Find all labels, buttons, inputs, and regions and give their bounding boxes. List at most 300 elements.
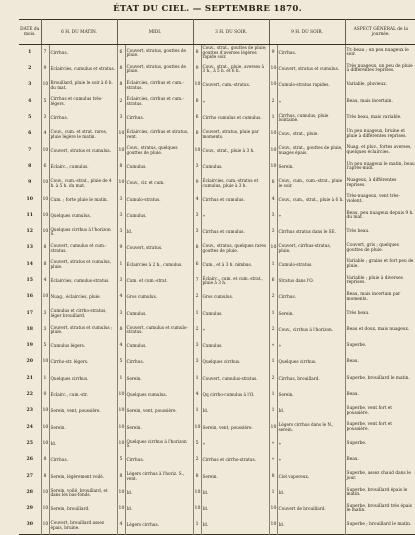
date-column-header: DATE du mois. <box>19 20 41 45</box>
aspect-description: Beau. <box>346 457 359 463</box>
three-pm-description: Cumulus. <box>201 338 269 354</box>
day-cell: 27 <box>19 469 41 485</box>
six-am-description: Quelques cirrhus à l'horizon S. <box>49 224 117 240</box>
six-am-description: Couv., cum. et strat. rares, pluie légère le matin. <box>49 126 117 142</box>
nine-pm-description: Quelques cirrhus. <box>277 355 345 371</box>
six-am-description: Serein, vent, poussière. <box>49 404 117 420</box>
six-am-cloud-value: 3 <box>41 322 49 338</box>
table-row <box>19 273 415 289</box>
six-am-cloud-value: 10 <box>41 175 49 191</box>
nine-pm-description: Couvert, cirrhus-stratus, pluie. <box>277 241 345 257</box>
nine-pm-cloud-value: 9 <box>269 45 277 62</box>
day-cell: 17 <box>19 306 41 322</box>
six-am-description: Cumulus et cirrho-stratus, léger brouillard. <box>49 306 117 322</box>
day-cell: 7 <box>19 143 41 159</box>
noon-cloud-value: 3 <box>117 224 125 240</box>
day-cell: 6 <box>19 126 41 142</box>
nine-pm-cloud-value: 10 <box>269 241 277 257</box>
noon-description: Cirrhus. <box>125 110 193 126</box>
noon-cloud-value: 5 <box>117 452 125 468</box>
day-cell: 12 <box>19 224 41 240</box>
noon-cloud-value: 1 <box>117 257 125 273</box>
aspect-description: Beau. <box>346 359 359 365</box>
table-row <box>19 208 415 224</box>
aspect-description: Beau, peu nuageux depuis 9 h. du mat. <box>346 210 414 221</box>
day-cell: 9 <box>19 175 41 191</box>
noon-cloud-value: 5 <box>117 355 125 371</box>
nine-pm-description: » <box>277 436 345 452</box>
noon-cloud-value: 9 <box>117 241 125 257</box>
three-pm-description: Couv., strat., pluie à 3 h. <box>201 143 269 159</box>
nine-pm-cloud-value: 1 <box>269 257 277 273</box>
day-cell: 19 <box>19 338 41 354</box>
table-row <box>19 45 415 62</box>
nine-pm-cloud-value: 1 <box>269 387 277 403</box>
noon-cloud-value: 10 <box>117 501 125 517</box>
nine-pm-cloud-value: 6 <box>269 273 277 289</box>
sky-state-table <box>19 19 415 535</box>
aspect-description: Beau et doux, mais nuageux. <box>346 326 410 332</box>
noon-cloud-value: 10 <box>117 436 125 452</box>
table-row <box>19 485 415 501</box>
nine-pm-description: Légers cirrhus dans le N., serein. <box>277 420 345 436</box>
six-am-cloud-value: 10 <box>41 192 49 208</box>
three-pm-cloud-value: 1 <box>193 371 201 387</box>
nine-pm-description: Cumulo-stratus. <box>277 257 345 273</box>
day-cell: 29 <box>19 501 41 517</box>
aspect-description: Superbe ; brouillard le matin. <box>346 522 412 528</box>
nine-pm-cloud-value: » <box>269 452 277 468</box>
day-cell: 2 <box>19 61 41 77</box>
three-pm-cloud-value: 9 <box>193 175 201 191</box>
noon-description: Éclaircies, cirrhus et cum.-stratus. <box>125 94 193 110</box>
nine-pm-cloud-value: » <box>269 436 277 452</box>
six-am-cloud-value: 0 <box>41 387 49 403</box>
three-pm-cloud-value: 3 <box>193 208 201 224</box>
table-row <box>19 420 415 436</box>
noon-description: Couv., cir. et cum. <box>125 175 193 191</box>
three-pm-description: Cirrhus et cirrho-stratus. <box>201 452 269 468</box>
nine-pm-description: Stratus dans l'O. <box>277 273 345 289</box>
three-pm-description: Cumulus. <box>201 306 269 322</box>
three-pm-description: » <box>201 208 269 224</box>
nine-pm-cloud-value: 3 <box>269 224 277 240</box>
noon-description: Quelques cirrhus à l'horizon S. <box>125 436 193 452</box>
table-row <box>19 78 415 94</box>
six-am-cloud-value: 10 <box>41 355 49 371</box>
noon-cloud-value: 4 <box>117 289 125 305</box>
noon-description: Couvert, cumulus et cumulo-stratus. <box>125 322 193 338</box>
aspect-description: Un peu nuageux le matin, beau l'après-midi. <box>346 161 415 172</box>
nine-pm-cloud-value: 2 <box>269 322 277 338</box>
nine-pm-cloud-value: 10 <box>269 159 277 175</box>
nine-pm-cloud-value: » <box>269 338 277 354</box>
nine-pm-cloud-value: 10 <box>269 420 277 436</box>
nine-pm-cloud-value: 4 <box>269 192 277 208</box>
aspect-description: Superbe, assez chaud dans le jour. <box>346 471 411 481</box>
nine-pm-cloud-value: 1 <box>269 404 277 420</box>
noon-cloud-value: 4 <box>117 338 125 354</box>
three-pm-description: » <box>201 322 269 338</box>
day-cell: 5 <box>19 110 41 126</box>
six-am-description: Couvert, cumulus et cum.-stratus. <box>49 241 117 257</box>
three-pm-description: » <box>201 94 269 110</box>
aspect-description: Superbe, brouillard le matin. <box>346 375 410 381</box>
three-pm-cloud-value: 10 <box>193 143 201 159</box>
three-pm-cloud-value: 10 <box>193 485 201 501</box>
noon-description: Éclaircies à 2 h., cumulus. <box>125 257 193 273</box>
three-pm-description: Cirrhus et cumulus. <box>201 224 269 240</box>
aspect-description: Un peu nuageux, bruine et pluie à différentes reprises. <box>346 129 407 139</box>
nine-pm-description: Id. <box>277 518 345 535</box>
three-pm-column-header: 3 H. DU SOIR. <box>193 20 269 45</box>
day-cell: 24 <box>19 420 41 436</box>
noon-description: Éclaircies, cirrhus et cum.-stratus. <box>125 78 193 94</box>
noon-description: Id. <box>125 501 193 517</box>
nine-pm-cloud-value: 10 <box>269 61 277 77</box>
six-am-cloud-value: 6 <box>41 159 49 175</box>
six-am-description: Id. <box>49 436 117 452</box>
table-row <box>19 518 415 535</box>
noon-cloud-value: 10 <box>117 485 125 501</box>
nine-pm-cloud-value: 10 <box>269 78 277 94</box>
three-pm-description: Id. <box>201 518 269 535</box>
three-pm-description: Quelques cirrhus. <box>201 355 269 371</box>
six-am-cloud-value: 9 <box>41 61 49 77</box>
three-pm-description: Serein. <box>201 469 269 485</box>
three-pm-description: Cirrhus et cumulus. <box>201 192 269 208</box>
six-am-cloud-value: 8 <box>41 257 49 273</box>
nine-pm-description: Couvert, stratus et cumulus. <box>277 61 345 77</box>
table-row <box>19 289 415 305</box>
table-row <box>19 94 415 110</box>
noon-description: Légers cirrhus. <box>125 518 193 535</box>
nine-pm-description: Ciel vaporeux. <box>277 469 345 485</box>
three-pm-cloud-value: 9 <box>193 61 201 77</box>
six-am-cloud-value: 5 <box>41 338 49 354</box>
noon-description: Cum. et cum.-strat. <box>125 273 193 289</box>
six-am-description: Éclairc., cum.-str. <box>49 387 117 403</box>
noon-description: Cirrhus. <box>125 355 193 371</box>
six-am-description: Cirrhus. <box>49 45 117 62</box>
noon-cloud-value: 8 <box>117 159 125 175</box>
nine-pm-description: Cirrhus, cumulus, pluie lointaine. <box>277 110 345 126</box>
aspect-description: Beau, mais incertain. <box>346 98 393 104</box>
aspect-description: Superbe. <box>346 343 367 349</box>
three-pm-cloud-value: 10 <box>193 78 201 94</box>
three-pm-cloud-value: 4 <box>193 192 201 208</box>
table-row <box>19 501 415 517</box>
nine-pm-description: Couv., cum., strat., pluie à 6 h. <box>277 192 345 208</box>
three-pm-description: Couv., strat., gouttes de pluie; gouttes d'averses légères rapide soir. <box>201 45 269 62</box>
table-row <box>19 192 415 208</box>
nine-pm-cloud-value: 2 <box>269 289 277 305</box>
nine-pm-description: » <box>277 338 345 354</box>
three-pm-description: Cum., et à 3 h. nimbus. <box>201 257 269 273</box>
three-pm-cloud-value: 3 <box>193 159 201 175</box>
table-row <box>19 143 415 159</box>
aspect-description: Superbe. <box>346 440 367 446</box>
three-pm-cloud-value: 6 <box>193 110 201 126</box>
day-cell: 11 <box>19 208 41 224</box>
six-am-cloud-value: 7 <box>41 45 49 62</box>
noon-cloud-value: 8 <box>117 322 125 338</box>
six-am-cloud-value: 10 <box>41 224 49 240</box>
nine-pm-description: Couv., strat., gouttes de pluie, nuages épais. <box>277 143 345 159</box>
three-pm-description: Couv., strat., pluie, averses à 3 h., à 5 h. et 6 h. <box>201 61 269 77</box>
three-pm-cloud-value: 5 <box>193 436 201 452</box>
day-cell: 15 <box>19 273 41 289</box>
noon-cloud-value: 10 <box>117 387 125 403</box>
table-row <box>19 306 415 322</box>
three-pm-description: Cirrho cumulus et cumulus. <box>201 110 269 126</box>
three-pm-cloud-value: 3 <box>193 355 201 371</box>
noon-description: Couvert, stratus, gouttes de pluie. <box>125 45 193 62</box>
six-am-description: Serein. <box>49 420 117 436</box>
nine-pm-description: Couvert de brouillard. <box>277 501 345 517</box>
six-am-description: Couvert, brouillard assez épais, bruine. <box>49 518 117 535</box>
three-pm-cloud-value: 1 <box>193 306 201 322</box>
noon-description: Éclaircies, cirrhus et stratus, vent. <box>125 126 193 142</box>
nine-pm-cloud-value: 1 <box>269 306 277 322</box>
nine-pm-cloud-value: 8 <box>269 175 277 191</box>
three-pm-cloud-value: 8 <box>193 45 201 62</box>
noon-description: Cumulus. <box>125 159 193 175</box>
aspect-description: Tr.-beau ; un peu nuageux le soir. <box>346 47 409 58</box>
three-pm-cloud-value: 10 <box>193 420 201 436</box>
three-pm-description: » <box>201 436 269 452</box>
table-row <box>19 355 415 371</box>
six-am-description: Couvert, stratus et cumulus. <box>49 143 117 159</box>
six-am-description: Cum. ; forte pluie le matin. <box>49 192 117 208</box>
six-am-cloud-value: 4 <box>41 126 49 142</box>
nine-pm-description: Serein. <box>277 306 345 322</box>
aspect-description: Nuageux, à différentes reprises. <box>346 177 397 188</box>
six-am-cloud-value: 1 <box>41 371 49 387</box>
six-am-cloud-value: 10 <box>41 485 49 501</box>
six-am-cloud-value: 10 <box>41 436 49 452</box>
table-row <box>19 322 415 338</box>
six-am-column-header: 6 H. DU MATIN. <box>41 20 117 45</box>
noon-description: Cumulo-stratus. <box>125 192 193 208</box>
six-am-description: Couvert, stratus et cumulus ; pluie. <box>49 322 117 338</box>
noon-column-header: MIDI. <box>117 20 193 45</box>
three-pm-description: Couv., stratus, quelques rares gouttes de pluie. <box>201 241 269 257</box>
aspect-description: Superbe, vent fort et poussière. <box>346 422 393 432</box>
header-row <box>19 20 415 45</box>
table-row <box>19 469 415 485</box>
six-am-description: Cumulus légers. <box>49 338 117 354</box>
six-am-description: Cirrho-str. légers. <box>49 355 117 371</box>
nine-pm-description: Couv., cirrhus à l'horizon. <box>277 322 345 338</box>
three-pm-cloud-value: 8 <box>193 126 201 142</box>
nine-pm-description: Id. <box>277 485 345 501</box>
nine-pm-cloud-value: 10 <box>269 501 277 517</box>
six-am-description: Brouillard, pluie le soir à 6 h. du mat. <box>49 78 117 94</box>
day-cell: 4 <box>19 94 41 110</box>
nine-pm-description: » <box>277 94 345 110</box>
six-am-cloud-value: 8 <box>41 452 49 468</box>
noon-cloud-value: 10 <box>117 420 125 436</box>
nine-pm-cloud-value: 1 <box>269 355 277 371</box>
day-cell: 3 <box>19 78 41 94</box>
table-row <box>19 110 415 126</box>
noon-description: Légers cirrhus à l'horiz. S., vent. <box>125 469 193 485</box>
nine-pm-description: Serein. <box>277 159 345 175</box>
six-am-cloud-value: 3 <box>41 306 49 322</box>
six-am-description: Éclaircies, cumulus-stratus. <box>49 273 117 289</box>
nine-pm-description: Cirrhus, brouillard. <box>277 371 345 387</box>
noon-cloud-value: 8 <box>117 61 125 77</box>
table-row <box>19 452 415 468</box>
nine-pm-description: Couv., strat., pluie. <box>277 126 345 142</box>
noon-cloud-value: 3 <box>117 192 125 208</box>
aspect-description: Très beau. <box>346 229 370 235</box>
six-am-cloud-value: 10 <box>41 78 49 94</box>
day-cell: 25 <box>19 436 41 452</box>
noon-description: Couvert, stratus. <box>125 241 193 257</box>
table-row <box>19 387 415 403</box>
table-row <box>19 371 415 387</box>
table-row <box>19 159 415 175</box>
nine-pm-description: Cirrhus. <box>277 289 345 305</box>
noon-cloud-value: 8 <box>117 469 125 485</box>
day-cell: 20 <box>19 355 41 371</box>
six-am-description: Couvert, stratus et cumulus, pluie. <box>49 257 117 273</box>
day-cell: 22 <box>19 387 41 403</box>
noon-cloud-value: 3 <box>117 273 125 289</box>
three-pm-description: Qq cirrho-cumulus à l'O. <box>201 387 269 403</box>
aspect-description: Nuag. et pluv., fortes averses, quelques éclaircies. <box>346 145 412 155</box>
noon-cloud-value: 3 <box>117 306 125 322</box>
noon-description: Cumulus. <box>125 338 193 354</box>
noon-cloud-value: 1 <box>117 371 125 387</box>
aspect-description: Variable ; pluie à diverses reprises. <box>346 275 403 286</box>
nine-pm-cloud-value: 10 <box>269 143 277 159</box>
three-pm-cloud-value: 3 <box>193 338 201 354</box>
noon-description: Id. <box>125 485 193 501</box>
table-row <box>19 338 415 354</box>
six-am-description: Cirrhus. <box>49 452 117 468</box>
nine-pm-cloud-value: 1 <box>269 110 277 126</box>
table-row <box>19 404 415 420</box>
three-pm-cloud-value: 8 <box>193 94 201 110</box>
six-am-cloud-value: 8 <box>41 469 49 485</box>
three-pm-description: Couvert, stratus, pluie par moments. <box>201 126 269 142</box>
aspect-description: Très-nuageux, vent très-violent. <box>346 194 400 204</box>
aspect-column-header: ASPECT GÉNÉRAL de la journée. <box>345 20 415 45</box>
three-pm-description: Couvert, cum.-stratus. <box>201 78 269 94</box>
three-pm-cloud-value: 6 <box>193 257 201 273</box>
day-cell: 26 <box>19 452 41 468</box>
six-am-description: Serein, brouillard. <box>49 501 117 517</box>
aspect-description: Très nuageux, un peu de pluie à différentes reprises. <box>346 63 413 74</box>
three-pm-cloud-value: 3 <box>193 224 201 240</box>
three-pm-description: Éclaircies, cum.-stratus et cumulus, pluie à 3 h. <box>201 175 269 191</box>
nine-pm-cloud-value: 10 <box>269 126 277 142</box>
day-cell: 14 <box>19 257 41 273</box>
six-am-description: Serein, légèrement voilé. <box>49 469 117 485</box>
noon-cloud-value: 4 <box>117 518 125 535</box>
day-cell: 13 <box>19 241 41 257</box>
three-pm-description: Éclairc., cum. et cum.-strat., pluie à 3 h. <box>201 273 269 289</box>
three-pm-cloud-value: 8 <box>193 469 201 485</box>
table-row <box>19 257 415 273</box>
six-am-cloud-value: 10 <box>41 289 49 305</box>
noon-cloud-value: 3 <box>117 110 125 126</box>
aspect-description: Superbe, vent fort et poussière. <box>346 406 393 416</box>
noon-cloud-value: 10 <box>117 143 125 159</box>
table-row <box>19 61 415 77</box>
table-row <box>19 436 415 452</box>
aspect-description: Couvert, gris ; quelques gouttes de pluie. <box>346 243 399 253</box>
aspect-description: Très beau, mais variable. <box>346 115 402 121</box>
three-pm-cloud-value: 10 <box>193 501 201 517</box>
three-pm-cloud-value: 1 <box>193 404 201 420</box>
aspect-description: Superbe, brouillard épais le matin. <box>346 487 408 498</box>
six-am-cloud-value: 10 <box>41 208 49 224</box>
aspect-description: Très beau. <box>346 310 370 316</box>
noon-cloud-value: 3 <box>117 208 125 224</box>
three-pm-cloud-value: 2 <box>193 322 201 338</box>
three-pm-cloud-value: 2 <box>193 452 201 468</box>
noon-description: Gros cumulus. <box>125 289 193 305</box>
day-cell: 18 <box>19 322 41 338</box>
noon-description: Id. <box>125 224 193 240</box>
three-pm-description: Id. <box>201 501 269 517</box>
aspect-description: Variable, pluvieux. <box>346 82 387 88</box>
six-am-description: Éclaircies, cumulus et stratus. <box>49 61 117 77</box>
day-cell: 30 <box>19 518 41 535</box>
nine-pm-cloud-value: 2 <box>269 94 277 110</box>
aspect-description: Beau. <box>346 392 359 398</box>
noon-cloud-value: 6 <box>117 45 125 62</box>
nine-pm-description: » <box>277 208 345 224</box>
three-pm-cloud-value: 1 <box>193 518 201 535</box>
table-row <box>19 241 415 257</box>
noon-cloud-value: 10 <box>117 175 125 191</box>
six-am-cloud-value: 10 <box>41 501 49 517</box>
three-pm-cloud-value: 8 <box>193 241 201 257</box>
noon-description: Couv., stratus, quelques gouttes de pluie. <box>125 143 193 159</box>
six-am-description: Nuag., éclaircies, pluie. <box>49 289 117 305</box>
day-cell: 10 <box>19 192 41 208</box>
nine-pm-description: Cirrhus. <box>277 45 345 62</box>
three-pm-cloud-value: 2 <box>193 289 201 305</box>
six-am-cloud-value: 5 <box>41 94 49 110</box>
six-am-cloud-value: 10 <box>41 143 49 159</box>
day-cell: 23 <box>19 404 41 420</box>
six-am-description: Serein, voilé, brouillard, et dans les bas-fonds. <box>49 485 117 501</box>
table-row <box>19 126 415 142</box>
day-cell: 8 <box>19 159 41 175</box>
three-pm-description: Id. <box>201 485 269 501</box>
noon-cloud-value: 10 <box>117 404 125 420</box>
nine-pm-cloud-value: 1 <box>269 485 277 501</box>
noon-description: Serein, vent, poussière. <box>125 404 193 420</box>
three-pm-description: Cumulus. <box>201 159 269 175</box>
noon-description: Couvert, stratus, gouttes de pluie. <box>125 61 193 77</box>
six-am-description: Cirrhus. <box>49 110 117 126</box>
six-am-cloud-value: 10 <box>41 404 49 420</box>
noon-description: Cumulus. <box>125 306 193 322</box>
six-am-description: Couv., cum.-strat., pluie de 4 h. à 5 h. du mat. <box>49 175 117 191</box>
day-cell: 1 <box>19 45 41 62</box>
noon-cloud-value: 8 <box>117 78 125 94</box>
six-am-description: Cirrhus et cumulus très-légers. <box>49 94 117 110</box>
noon-cloud-value: 10 <box>117 126 125 142</box>
nine-pm-description: » <box>277 452 345 468</box>
